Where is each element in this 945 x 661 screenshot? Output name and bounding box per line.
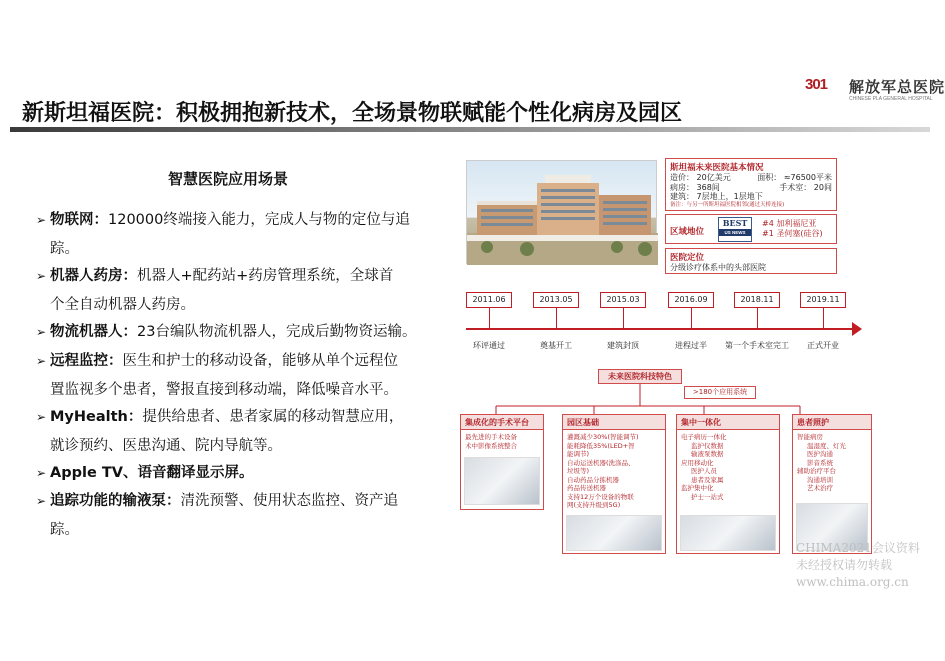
logo-subtitle: CHINESE PLA GENERAL HOSPITAL [849,96,933,102]
bullet-remote-monitoring: ➢ 远程监控：医生和护士的移动设备，能够从单个远程位 置监视多个患者，警报直接到移动端，降低噪音水平。 [36,347,456,405]
us-news-badge: BEST US NEWS [718,217,752,242]
timeline-tick [489,308,490,328]
feature-connectors [460,384,840,416]
campus-photo [566,515,662,551]
feature-box-title: 园区基础 [563,415,665,430]
arrow-icon: ➢ [36,213,47,227]
timeline-arrowhead [852,322,862,336]
bullet-iot: ➢ 物联网：120000终端接入能力，完成人与物的定位与追 踪。 [36,206,456,264]
timeline-event: 建筑封顶 [607,341,639,350]
basic-info-title: 斯坦福未来医院基本情况 [670,163,764,173]
arrow-icon: ➢ [36,269,47,283]
app-count-badge: >180个应用系统 [684,386,756,399]
timeline-tick [556,308,557,328]
logo-name: 解放军总医院 [849,78,945,96]
feature-box-title: 集中一体化 [677,415,779,430]
timeline-year: 2019.11 [800,292,846,308]
timeline-event: 进程过半 [675,341,707,350]
position-box: 医院定位 分级诊疗体系中的头部医院 [665,248,837,274]
bullet-apple-tv: ➢ Apple TV、语音翻译显示屏。 [36,459,456,488]
ehr-screenshot [680,515,776,551]
feature-box-title: 集成化的手术平台 [461,415,543,430]
timeline-tick [757,308,758,328]
scenario-heading: 智慧医院应用场景 [168,170,289,188]
timeline-tick [623,308,624,328]
arrow-icon: ➢ [36,354,47,368]
basic-info-box: 斯坦福未来医院基本情况 造价： 20亿美元 面积： ≈76500平米 病房： 368间 手术室： 20间 建筑： 7层地上，1层地下 备注：与另一所斯坦福医院相邻(通过天桥连接) [665,158,837,211]
timeline-event: 奠基开工 [540,341,572,350]
position-title: 医院定位 [670,253,705,263]
region-title: 区域地位 [670,227,705,237]
feature-box-title: 患者照护 [793,415,871,430]
arrow-icon: ➢ [36,410,47,424]
timeline-event: 环评通过 [473,341,505,350]
timeline-year: 2018.11 [734,292,780,308]
surgery-room-photo [464,457,540,505]
feature-box-patient-care: 患者照护 智能病房 温湿度、灯光 医护沟通 影音系统 辅助治疗平台 沟通培训 艺术治疗 [792,414,872,554]
bullet-robot-pharmacy: ➢ 机器人药房：机器人+配药站+药房管理系统，全球首 个全自动机器人药房。 [36,262,456,320]
feature-box-integration: 集中一体化 电子病历一体化 监护仪数据 输液泵数据 应用移动化 医护人员 患者及家属 监护集中化 护士一站式 [676,414,780,554]
page-title: 新斯坦福医院：积极拥抱新技术，全场景物联赋能个性化病房及园区 [22,101,683,126]
logo-mark: 301 [805,76,828,93]
arrow-icon: ➢ [36,494,47,508]
timeline-axis [466,328,856,330]
feature-box-campus: 园区基础 灌溉减少30%(智能调节) 能耗降低35%(LED+智 能调节) 自动运送机器(洗涤品、 垃圾等) 自动药品分拣机器 药品传送机器 支持12万个设备的物联 网(支持升级到5G) [562,414,666,554]
timeline-event: 第一个手术室完工 [725,341,789,350]
hospital-building-photo [466,160,657,264]
timeline-year: 2015.03 [600,292,646,308]
timeline-year: 2011.06 [466,292,512,308]
title-divider [10,127,930,132]
timeline-tick [691,308,692,328]
timeline-year: 2013.05 [533,292,579,308]
bullet-logistics-robot: ➢ 物流机器人：23台编队物流机器人，完成后勤物资运输。 [36,318,456,347]
arrow-icon: ➢ [36,325,47,339]
features-title: 未来医院科技特色 [598,369,682,384]
timeline-tick [823,308,824,328]
timeline-year: 2016.09 [668,292,714,308]
bullet-myhealth: ➢ MyHealth：提供给患者、患者家属的移动智慧应用， 就诊预约、医患沟通、院内导航等。 [36,403,456,461]
timeline-event: 正式开业 [807,341,839,350]
hospital-logo [805,72,945,104]
arrow-icon: ➢ [36,466,47,480]
feature-box-surgery: 集成化的手术平台 最先进的手术设备 术中影像系统整合 [460,414,544,510]
bullet-infusion-pump: ➢ 追踪功能的输液泵：清洗预警、使用状态监控、资产追 踪。 [36,487,456,545]
watermark: CHIMA2021会议资料 未经授权请勿转载 www.chima.org.cn [796,541,920,589]
region-box: 区域地位 BEST US NEWS #4 加利福尼亚 #1 圣何塞(硅谷) [665,214,837,244]
